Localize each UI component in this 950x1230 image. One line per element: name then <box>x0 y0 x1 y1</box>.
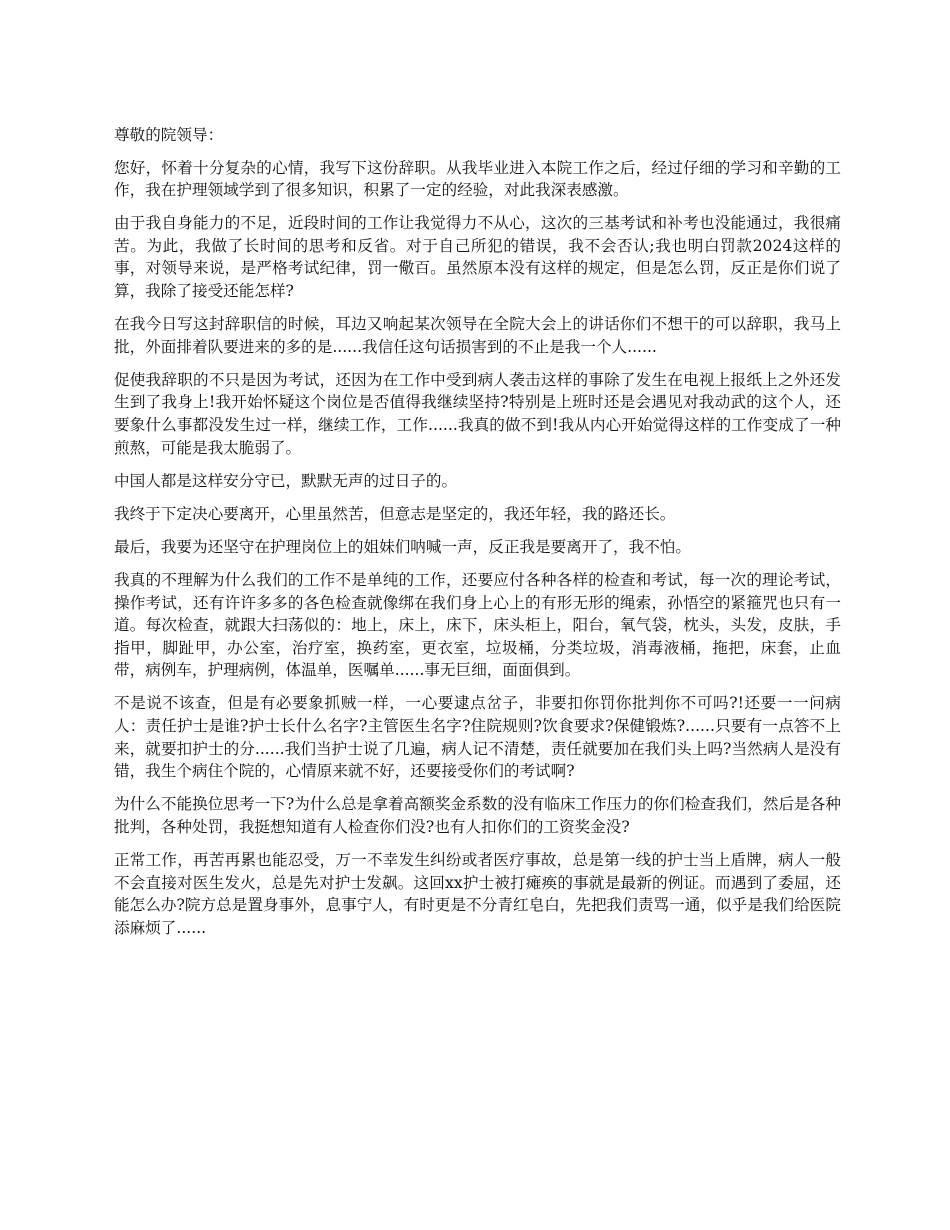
paragraph-patient-attack: 促使我辞职的不只是因为考试，还因为在工作中受到病人袭击这样的事除了发生在电视上报纸上之外还发生到了我身上!我开始怀疑这个岗位是否值得我继续坚持?特别是上班时还是会遇见对我动武的这个人，还要象什么事都没发生过一样，继续工作，工作......我真的做不到!我从内心开始觉得这样的工作变成了一种煎熬，可能是我太脆弱了。 <box>114 370 841 457</box>
letter-body <box>114 124 841 950</box>
paragraph-leader-speech: 在我今日写这封辞职信的时候，耳边又响起某次领导在全院大会上的讲话你们不想干的可以辞职，我马上批，外面排着队要进来的多的是......我信任这句话损害到的不止是我一个人...... <box>114 315 841 356</box>
paragraph-decision: 我终于下定决心要离开，心里虽然苦，但意志是坚定的，我还年轻，我的路还长。 <box>114 504 676 523</box>
letter-greeting: 尊敬的院领导： <box>114 126 224 144</box>
paragraph-call-to-sisters: 最后，我要为还坚守在护理岗位上的姐妹们呐喊一声，反正我是要离开了，我不怕。 <box>114 537 691 556</box>
paragraph-exam-failure: 由于我自身能力的不足，近段时间的工作让我觉得力不从心，这次的三基考试和补考也没能通过，我很痛苦。为此，我做了长时间的思考和反省。对于自己所犯的错误，我不会否认;我也明白罚款2024这样的事，对领导来说，是严格考试纪律，罚一儆百。虽然原本没有这样的规定，但是怎么罚，反正是你们说了算，我除了接受还能怎样? <box>114 214 841 301</box>
paragraph-chinese-people: 中国人都是这样安分守已，默默无声的过日子的。 <box>114 471 458 490</box>
paragraph-questioning-patients: 不是说不该查，但是有必要象抓贼一样，一心要逮点岔子，非要扣你罚你批判你不可吗?!还要一一问病人：责任护士是谁?护士长什么名字?主管医生名字?住院规则?饮食要求?保健锻炼?......只要有一点答不上来，就要扣护士的分......我们当护士说了几遍，病人记不清楚，责任就要加在我们头上吗?当然病人是没有错，我生个病住个院的，心情原来就不好，还要接受你们的考试啊? <box>114 694 841 781</box>
paragraph-nurses-shield: 正常工作，再苦再累也能忍受，万一不幸发生纠纷或者医疗事故，总是第一线的护士当上盾牌，病人一般不会直接对医生发火，总是先对护士发飙。这回xx护士被打瘫痪的事就是最新的例证。而遇到了委屈，还能怎么办?院方总是置身事外，息事宁人，有时更是不分青红皂白，先把我们责骂一通，似乎是我们给医院添麻烦了...... <box>114 851 841 937</box>
paragraph-inspections: 我真的不理解为什么我们的工作不是单纯的工作，还要应付各种各样的检查和考试，每一次的理论考试，操作考试，还有许许多多的各色检查就像绑在我们身上心上的有形无形的绳索，孙悟空的紧箍咒也只有一道。每次检查，就跟大扫荡似的：地上，床上，床下，床头柜上，阳台，氧气袋，枕头，头发，皮肤，手指甲，脚趾甲，办公室，治疗室，换药室，更衣室，垃圾桶，分类垃圾，消毒液桶，拖把，床套，止血带，病例车，护理病例，体温单，医嘱单......事无巨细，面面俱到。 <box>114 571 841 680</box>
paragraph-opening: 您好，怀着十分复杂的心情，我写下这份辞职。从我毕业进入本院工作之后，经过仔细的学习和辛勤的工作，我在护理领域学到了很多知识，积累了一定的经验，对此我深表感激。 <box>114 158 841 200</box>
paragraph-empathy: 为什么不能换位思考一下?为什么总是拿着高额奖金系数的没有临床工作压力的你们检查我们，然后是各种批判，各种处罚，我挺想知道有人检查你们没?也有人扣你们的工资奖金没? <box>114 795 841 836</box>
